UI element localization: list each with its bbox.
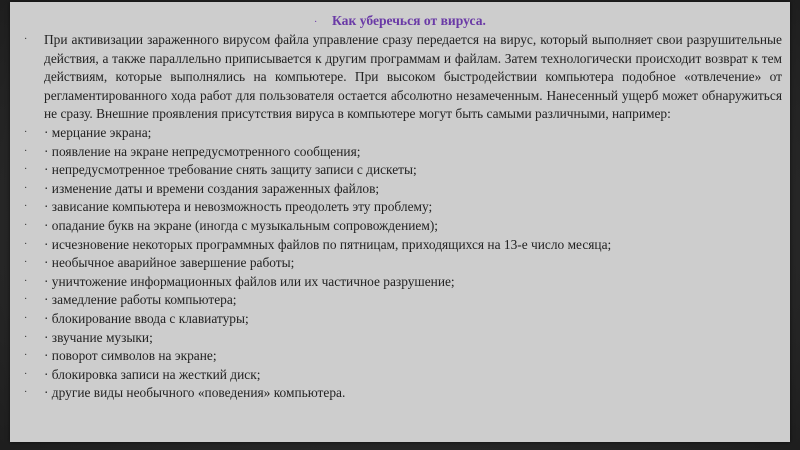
list-item-bullet: · [24, 145, 28, 157]
list-item-bullet: · [24, 275, 28, 287]
list-item [24, 347, 782, 366]
list-item-bullet: · [24, 368, 28, 380]
list-item [24, 217, 782, 236]
list-item-text: · блокирование ввода с клавиатуры; [44, 310, 249, 326]
list-item-text: · звучание музыки; [44, 329, 153, 345]
paragraph-row [24, 31, 782, 124]
list-item [24, 329, 782, 348]
list-item-text: · изменение даты и времени создания зараженных файлов; [44, 180, 380, 196]
slide-title: Как уберечься от вируса. [332, 13, 486, 28]
list-item [24, 384, 782, 403]
list-item-text: · появление на экране непредусмотренного сообщения; [44, 143, 361, 159]
list-item-bullet: · [24, 201, 28, 213]
content-panel [10, 2, 790, 442]
list-item [24, 236, 782, 255]
paragraph-bullet: · [24, 34, 28, 45]
list-item-bullet: · [24, 238, 28, 250]
list-item-bullet: · [24, 331, 28, 343]
list-item-text: · уничтожение информационных файлов или их частичное разрушение; [44, 273, 455, 289]
symptom-list [24, 124, 782, 403]
list-item-bullet: · [24, 126, 28, 138]
list-item [24, 273, 782, 292]
list-item [24, 124, 782, 143]
title-bullet: · [314, 17, 318, 28]
list-item-text: · поворот символов на экране; [44, 348, 217, 364]
list-item-text: · зависание компьютера и невозможность преодолеть эту проблему; [44, 199, 433, 215]
list-item [24, 310, 782, 329]
list-item [24, 143, 782, 162]
title-row [24, 12, 782, 31]
list-item [24, 161, 782, 180]
list-item-bullet: · [24, 350, 28, 362]
list-item-text: · другие виды необычного «поведения» компьютера. [44, 385, 346, 401]
list-item-text: · необычное аварийное завершение работы; [44, 255, 295, 271]
list-item-text: · блокировка записи на жесткий диск; [44, 366, 261, 382]
list-item-bullet: · [24, 164, 28, 176]
list-item-bullet: · [24, 257, 28, 269]
list-item [24, 180, 782, 199]
list-item-text: · исчезновение некоторых программных файлов по пятницам, приходящихся на 13-е число месяца; [44, 236, 612, 252]
list-item-text: · замедление работы компьютера; [44, 292, 237, 308]
list-item [24, 366, 782, 385]
list-item [24, 291, 782, 310]
list-item-text: · непредусмотренное требование снять защиту записи с дискеты; [44, 162, 417, 178]
list-item-text: · опадание букв на экране (иногда с музыкальным сопровождением); [44, 217, 438, 233]
list-item [24, 254, 782, 273]
list-item [24, 198, 782, 217]
list-item-bullet: · [24, 182, 28, 194]
list-item-text: · мерцание экрана; [44, 124, 152, 140]
list-item-bullet: · [24, 312, 28, 324]
list-item-bullet: · [24, 219, 28, 231]
list-item-bullet: · [24, 294, 28, 306]
intro-paragraph: При активизации зараженного вирусом файла управление сразу передается на вирус, который выполняет свои разрушительные действия, а также параллельно приписывается к другим программам и файлам. Затем технологически происходит возврат к тем действиям, которые выполнялись на компьютере. При высоком быстродействии компьютера подобное «отвлечение» от регламентированного хода работ для пользователя остается абсолютно незамеченным. Нанесенный ущерб может обнаружиться не сразу. Внешние проявления присутствия вируса в компьютере могут быть самыми различными, например: [44, 32, 782, 122]
list-item-bullet: · [24, 387, 28, 399]
